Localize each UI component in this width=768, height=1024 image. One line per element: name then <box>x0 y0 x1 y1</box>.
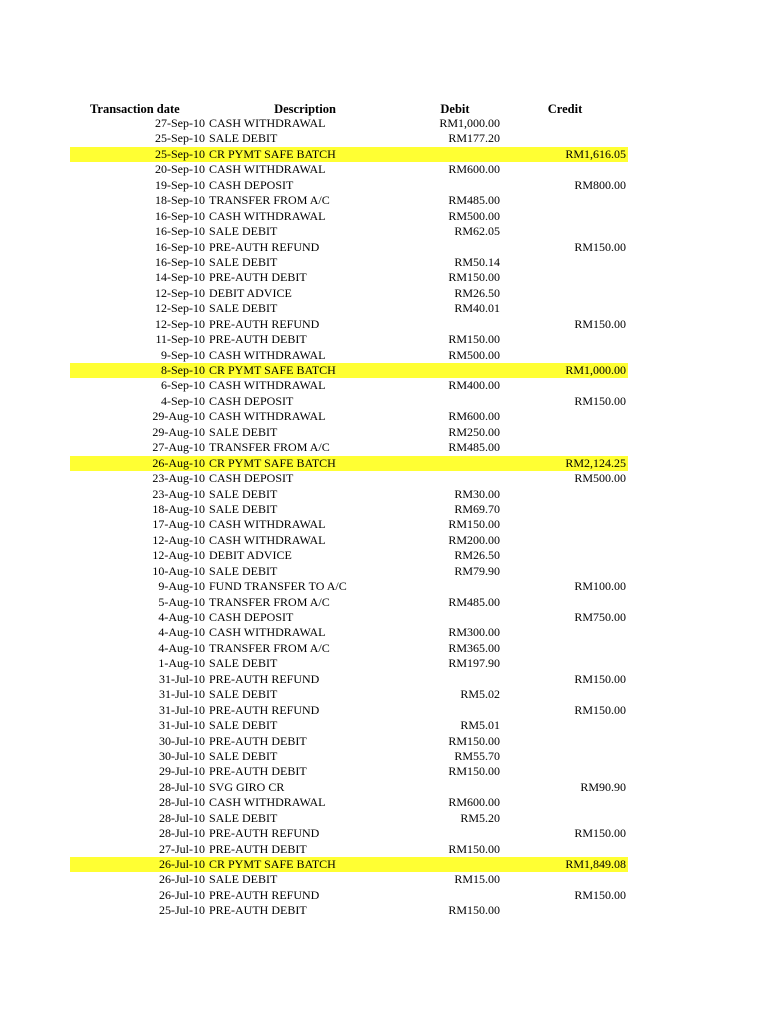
debit-cell: RM40.01 <box>454 301 500 316</box>
description-cell: SALE DEBIT <box>209 748 278 763</box>
description-cell: CASH WITHDRAWAL <box>209 116 326 130</box>
table-row <box>0 425 768 440</box>
date-cell: 31-Jul-10 <box>159 671 205 686</box>
table-row <box>0 409 768 424</box>
date-cell: 27-Sep-10 <box>155 116 205 130</box>
debit-cell: RM365.00 <box>448 640 500 655</box>
description-cell: CASH WITHDRAWAL <box>209 532 326 547</box>
description-cell: TRANSFER FROM A/C <box>209 640 330 655</box>
transaction-rows <box>0 116 768 919</box>
description-cell: CASH WITHDRAWAL <box>209 378 326 393</box>
description-cell: TRANSFER FROM A/C <box>209 193 330 208</box>
date-cell: 16-Sep-10 <box>155 239 205 254</box>
table-row <box>0 301 768 316</box>
credit-cell: RM800.00 <box>574 177 626 192</box>
table-row <box>0 224 768 239</box>
date-cell: 12-Sep-10 <box>155 316 205 331</box>
table-row <box>0 672 768 687</box>
table-row <box>0 842 768 857</box>
date-cell: 31-Jul-10 <box>159 702 205 717</box>
header-debit: Debit <box>440 102 470 116</box>
table-row <box>0 888 768 903</box>
description-cell: SALE DEBIT <box>209 486 278 501</box>
debit-cell: RM485.00 <box>448 193 500 208</box>
date-cell: 5-Aug-10 <box>158 594 205 609</box>
date-cell: 18-Sep-10 <box>155 193 205 208</box>
date-cell: 12-Aug-10 <box>152 532 205 547</box>
table-row <box>0 872 768 887</box>
description-cell: CASH WITHDRAWAL <box>209 347 326 362</box>
table-row <box>0 348 768 363</box>
date-cell: 9-Aug-10 <box>158 579 205 594</box>
description-cell: SALE DEBIT <box>209 254 278 269</box>
date-cell: 12-Sep-10 <box>155 301 205 316</box>
table-row <box>0 595 768 610</box>
table-row <box>0 471 768 486</box>
date-cell: 31-Jul-10 <box>159 687 205 702</box>
highlighted-table-row <box>0 456 768 471</box>
description-cell: CASH DEPOSIT <box>209 471 294 486</box>
description-cell: DEBIT ADVICE <box>209 285 292 300</box>
table-row <box>0 517 768 532</box>
description-cell: CR PYMT SAFE BATCH <box>209 857 336 871</box>
date-cell: 29-Jul-10 <box>159 764 205 779</box>
date-cell: 28-Jul-10 <box>159 826 205 841</box>
description-cell: TRANSFER FROM A/C <box>209 594 330 609</box>
highlighted-table-row <box>0 363 768 378</box>
table-row <box>0 811 768 826</box>
table-row <box>0 193 768 208</box>
description-cell: CASH DEPOSIT <box>209 610 294 624</box>
debit-cell: RM600.00 <box>448 162 500 177</box>
date-cell: 9-Sep-10 <box>161 347 205 362</box>
credit-cell: RM150.00 <box>574 393 626 408</box>
credit-cell: RM1,849.08 <box>565 857 626 871</box>
table-row <box>0 903 768 918</box>
table-row <box>0 502 768 517</box>
table-row <box>0 286 768 301</box>
credit-cell: RM750.00 <box>574 610 626 624</box>
credit-cell: RM150.00 <box>574 702 626 717</box>
table-row <box>0 780 768 795</box>
table-row <box>0 394 768 409</box>
table-row <box>0 579 768 594</box>
header-description: Description <box>274 102 336 116</box>
debit-cell: RM5.20 <box>460 810 500 825</box>
credit-cell: RM150.00 <box>574 671 626 686</box>
debit-cell: RM150.00 <box>448 764 500 779</box>
description-cell: CASH WITHDRAWAL <box>209 625 326 640</box>
table-row <box>0 440 768 455</box>
date-cell: 26-Aug-10 <box>152 455 205 470</box>
date-cell: 14-Sep-10 <box>155 270 205 285</box>
table-row <box>0 610 768 625</box>
description-cell: SALE DEBIT <box>209 718 278 733</box>
debit-cell: RM79.90 <box>454 563 500 578</box>
date-cell: 30-Jul-10 <box>159 733 205 748</box>
date-cell: 26-Jul-10 <box>159 872 205 887</box>
date-cell: 4-Aug-10 <box>158 610 205 624</box>
description-cell: PRE-AUTH REFUND <box>209 316 320 331</box>
description-cell: SALE DEBIT <box>209 301 278 316</box>
date-cell: 10-Aug-10 <box>152 563 205 578</box>
description-cell: SALE DEBIT <box>209 424 278 439</box>
date-cell: 29-Aug-10 <box>152 409 205 424</box>
date-cell: 6-Sep-10 <box>161 378 205 393</box>
table-row <box>0 317 768 332</box>
description-cell: PRE-AUTH DEBIT <box>209 270 307 285</box>
debit-cell: RM150.00 <box>448 903 500 918</box>
description-cell: PRE-AUTH DEBIT <box>209 841 307 856</box>
description-cell: PRE-AUTH DEBIT <box>209 332 307 347</box>
date-cell: 23-Aug-10 <box>152 486 205 501</box>
debit-cell: RM600.00 <box>448 409 500 424</box>
description-cell: PRE-AUTH DEBIT <box>209 733 307 748</box>
date-cell: 30-Jul-10 <box>159 748 205 763</box>
date-cell: 28-Jul-10 <box>159 779 205 794</box>
debit-cell: RM26.50 <box>454 548 500 563</box>
description-cell: CASH WITHDRAWAL <box>209 517 326 532</box>
debit-cell: RM500.00 <box>448 347 500 362</box>
debit-cell: RM485.00 <box>448 594 500 609</box>
table-row <box>0 270 768 285</box>
description-cell: FUND TRANSFER TO A/C <box>209 579 347 594</box>
table-row <box>0 641 768 656</box>
table-row <box>0 178 768 193</box>
date-cell: 16-Sep-10 <box>155 208 205 223</box>
debit-cell: RM5.01 <box>460 718 500 733</box>
credit-cell: RM100.00 <box>574 579 626 594</box>
description-cell: PRE-AUTH REFUND <box>209 671 320 686</box>
description-cell: SALE DEBIT <box>209 563 278 578</box>
description-cell: SALE DEBIT <box>209 872 278 887</box>
description-cell: TRANSFER FROM A/C <box>209 440 330 455</box>
description-cell: SALE DEBIT <box>209 224 278 239</box>
date-cell: 28-Jul-10 <box>159 795 205 810</box>
date-cell: 4-Sep-10 <box>161 393 205 408</box>
debit-cell: RM5.02 <box>460 687 500 702</box>
table-row <box>0 533 768 548</box>
debit-cell: RM600.00 <box>448 795 500 810</box>
description-cell: CASH WITHDRAWAL <box>209 208 326 223</box>
description-cell: SALE DEBIT <box>209 656 278 671</box>
highlighted-table-row <box>0 857 768 872</box>
table-row <box>0 209 768 224</box>
debit-cell: RM250.00 <box>448 424 500 439</box>
credit-cell: RM150.00 <box>574 887 626 902</box>
table-row <box>0 826 768 841</box>
date-cell: 29-Aug-10 <box>152 424 205 439</box>
debit-cell: RM30.00 <box>454 486 500 501</box>
table-row <box>0 718 768 733</box>
debit-cell: RM50.14 <box>454 254 500 269</box>
table-row <box>0 703 768 718</box>
description-cell: PRE-AUTH DEBIT <box>209 903 307 918</box>
date-cell: 1-Aug-10 <box>158 656 205 671</box>
description-cell: PRE-AUTH REFUND <box>209 826 320 841</box>
date-cell: 28-Jul-10 <box>159 810 205 825</box>
date-cell: 27-Aug-10 <box>152 440 205 455</box>
date-cell: 8-Sep-10 <box>161 363 205 377</box>
debit-cell: RM150.00 <box>448 841 500 856</box>
debit-cell: RM1,000.00 <box>439 116 500 130</box>
description-cell: SALE DEBIT <box>209 501 278 516</box>
description-cell: CASH WITHDRAWAL <box>209 409 326 424</box>
date-cell: 4-Aug-10 <box>158 640 205 655</box>
description-cell: PRE-AUTH REFUND <box>209 887 320 902</box>
date-cell: 25-Sep-10 <box>155 131 205 146</box>
date-cell: 26-Jul-10 <box>159 887 205 902</box>
date-cell: 12-Aug-10 <box>152 548 205 563</box>
debit-cell: RM55.70 <box>454 748 500 763</box>
debit-cell: RM485.00 <box>448 440 500 455</box>
table-row <box>0 548 768 563</box>
table-row <box>0 687 768 702</box>
description-cell: PRE-AUTH DEBIT <box>209 764 307 779</box>
debit-cell: RM197.90 <box>448 656 500 671</box>
description-cell: PRE-AUTH REFUND <box>209 239 320 254</box>
credit-cell: RM1,616.05 <box>565 146 626 161</box>
table-row <box>0 656 768 671</box>
table-row <box>0 378 768 393</box>
table-row <box>0 749 768 764</box>
description-cell: SVG GIRO CR <box>209 779 285 794</box>
description-cell: SALE DEBIT <box>209 687 278 702</box>
header-transaction-date: Transaction date <box>90 102 180 116</box>
debit-cell: RM300.00 <box>448 625 500 640</box>
description-cell: CR PYMT SAFE BATCH <box>209 455 336 470</box>
debit-cell: RM69.70 <box>454 501 500 516</box>
highlighted-table-row <box>0 147 768 162</box>
table-row <box>0 240 768 255</box>
credit-cell: RM90.90 <box>580 779 626 794</box>
description-cell: CASH DEPOSIT <box>209 393 294 408</box>
description-cell: CASH WITHDRAWAL <box>209 795 326 810</box>
table-row <box>0 162 768 177</box>
table-row <box>0 764 768 779</box>
description-cell: CASH DEPOSIT <box>209 177 294 192</box>
debit-cell: RM150.00 <box>448 517 500 532</box>
table-row <box>0 116 768 131</box>
date-cell: 31-Jul-10 <box>159 718 205 733</box>
debit-cell: RM150.00 <box>448 332 500 347</box>
date-cell: 23-Aug-10 <box>152 471 205 486</box>
description-cell: SALE DEBIT <box>209 810 278 825</box>
debit-cell: RM177.20 <box>448 131 500 146</box>
credit-cell: RM2,124.25 <box>565 455 626 470</box>
date-cell: 18-Aug-10 <box>152 501 205 516</box>
date-cell: 27-Jul-10 <box>159 841 205 856</box>
date-cell: 4-Aug-10 <box>158 625 205 640</box>
debit-cell: RM26.50 <box>454 285 500 300</box>
description-cell: CR PYMT SAFE BATCH <box>209 363 336 377</box>
table-row <box>0 625 768 640</box>
credit-cell: RM150.00 <box>574 826 626 841</box>
table-row <box>0 734 768 749</box>
debit-cell: RM62.05 <box>454 224 500 239</box>
table-row <box>0 564 768 579</box>
date-cell: 26-Jul-10 <box>159 857 205 871</box>
table-row <box>0 332 768 347</box>
date-cell: 16-Sep-10 <box>155 224 205 239</box>
description-cell: PRE-AUTH REFUND <box>209 702 320 717</box>
description-cell: DEBIT ADVICE <box>209 548 292 563</box>
debit-cell: RM150.00 <box>448 733 500 748</box>
header-credit: Credit <box>547 102 583 116</box>
description-cell: SALE DEBIT <box>209 131 278 146</box>
table-row <box>0 795 768 810</box>
debit-cell: RM15.00 <box>454 872 500 887</box>
debit-cell: RM150.00 <box>448 270 500 285</box>
debit-cell: RM200.00 <box>448 532 500 547</box>
table-row <box>0 487 768 502</box>
date-cell: 25-Jul-10 <box>159 903 205 918</box>
credit-cell: RM500.00 <box>574 471 626 486</box>
description-cell: CR PYMT SAFE BATCH <box>209 146 336 161</box>
date-cell: 20-Sep-10 <box>155 162 205 177</box>
date-cell: 17-Aug-10 <box>152 517 205 532</box>
date-cell: 12-Sep-10 <box>155 285 205 300</box>
debit-cell: RM500.00 <box>448 208 500 223</box>
table-row <box>0 255 768 270</box>
table-row <box>0 131 768 146</box>
date-cell: 16-Sep-10 <box>155 254 205 269</box>
date-cell: 19-Sep-10 <box>155 177 205 192</box>
date-cell: 11-Sep-10 <box>155 332 205 347</box>
credit-cell: RM150.00 <box>574 239 626 254</box>
date-cell: 25-Sep-10 <box>155 146 205 161</box>
description-cell: CASH WITHDRAWAL <box>209 162 326 177</box>
debit-cell: RM400.00 <box>448 378 500 393</box>
credit-cell: RM1,000.00 <box>565 363 626 377</box>
credit-cell: RM150.00 <box>574 316 626 331</box>
